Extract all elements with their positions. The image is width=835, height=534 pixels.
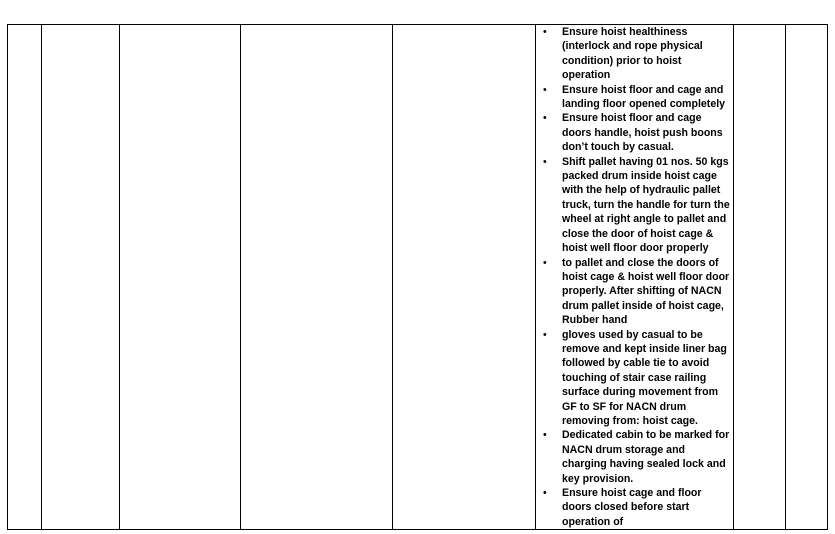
list-item-text: Dedicated cabin to be marked for NACN drum storage and charging having sealed lock and key provision. <box>562 429 730 485</box>
list-item-text: Ensure hoist floor and cage doors handle, hoist push boons don’t touch by casual. <box>562 112 723 154</box>
table-cell-5 <box>393 25 536 530</box>
procedure-table <box>7 24 828 530</box>
table-cell-4 <box>241 25 393 530</box>
list-item <box>536 256 733 328</box>
list-item <box>536 83 733 112</box>
list-item-text: gloves used by casual to be remove and kept inside liner bag followed by cable tie to avoid touching of stair case railing surface during movement from GF to SF for NACN drum removing from: hoist cage. <box>562 328 727 427</box>
bullet-icon: • <box>543 328 547 341</box>
table-cell-3 <box>120 25 241 530</box>
table-cell-2 <box>42 25 120 530</box>
list-item-text: to pallet and close the doors of hoist cage & hoist well floor door properly. After shifting of NACN drum pallet inside of hoist cage, Rubber hand <box>562 256 730 327</box>
list-item <box>536 328 733 429</box>
table-cell-7 <box>734 25 786 530</box>
bullet-icon: • <box>543 256 547 269</box>
list-item <box>536 486 733 529</box>
bullet-icon: • <box>543 155 547 168</box>
list-item-text: Ensure hoist cage and floor doors closed before start operation of <box>562 487 702 528</box>
precaution-list <box>536 25 733 529</box>
bullet-icon: • <box>543 83 547 96</box>
list-item-text: Ensure hoist floor and cage and landing floor opened completely <box>562 83 726 111</box>
table-cell-8 <box>786 25 828 530</box>
table-cell-precautions <box>536 25 734 530</box>
bullet-icon: • <box>543 26 547 38</box>
bullet-icon: • <box>543 112 547 125</box>
table-cell-1 <box>8 25 42 530</box>
list-item <box>536 111 733 154</box>
list-item <box>536 155 733 256</box>
list-item-text: Ensure hoist healthiness (interlock and rope physical condition) prior to hoist operation <box>562 26 703 82</box>
table-row <box>8 25 828 530</box>
bullet-icon: • <box>543 487 547 499</box>
list-item <box>536 25 733 83</box>
list-item-text: Shift pallet having 01 nos. 50 kgs packed drum inside hoist cage with the help of hydraulic pallet truck, turn the handle for turn the wheel at right angle to pallet and close the door of hoist cage & hoist well floor door properly <box>562 155 730 255</box>
bullet-icon: • <box>543 429 547 442</box>
list-item <box>536 428 733 486</box>
